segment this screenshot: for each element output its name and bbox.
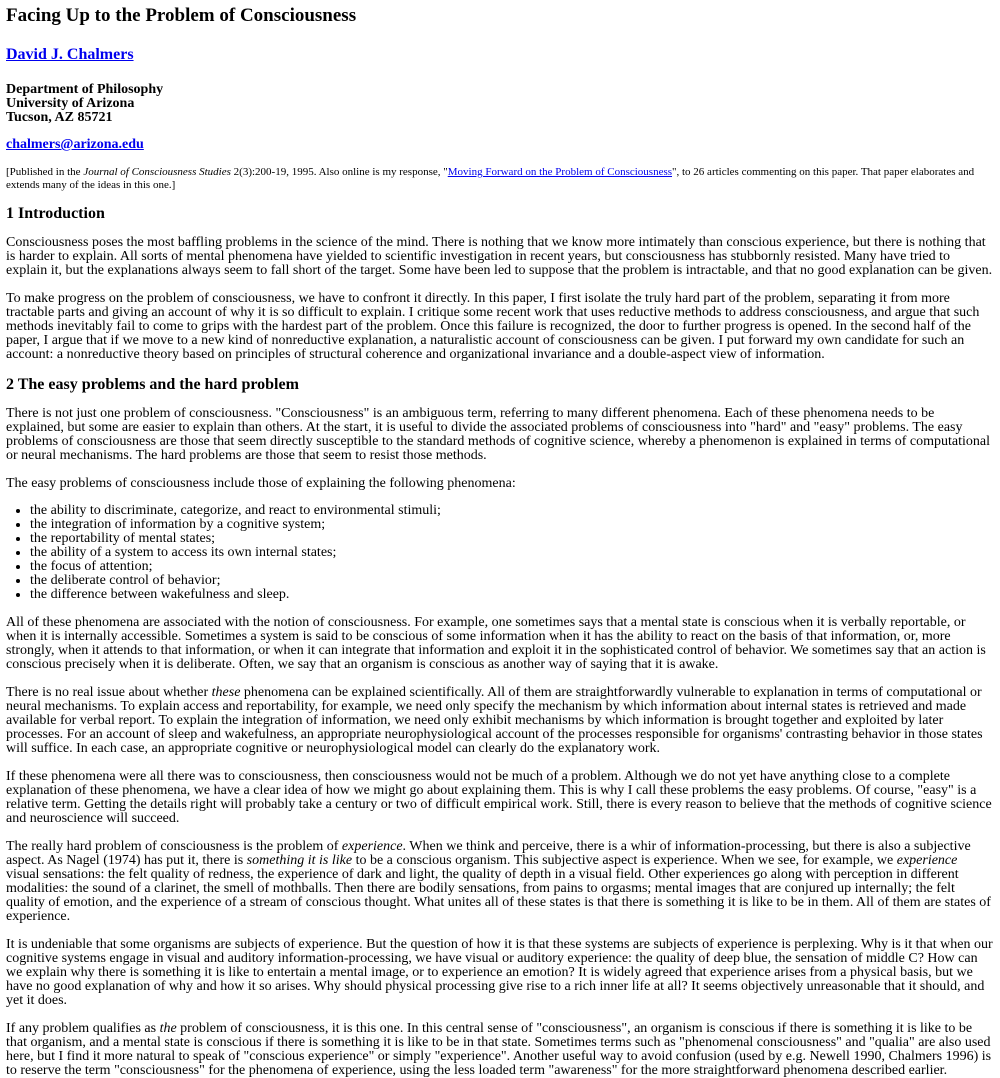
section-heading-easy-hard-problems: 2 The easy problems and the hard problem [6,376,299,393]
paragraph: There is not just one problem of consciousness. "Consciousness" is an ambiguous term, referring to many different phenomena. Each of these phenomena needs to be explained, but some are easier to explain than others. At the start, it is useful to divide the associated problems of consciousness into "hard" and "easy" problems. The easy problems of consciousness are those that seem directly susceptible to the standard methods of cognitive science, whereby a phenomenon is explained in terms of computational or neural mechanisms. The hard problems are those that seem to resist those methods. [6,406,991,463]
paragraph [6,1022,994,1078]
list-item: • the ability of a system to access its own internal states; [30,546,994,560]
paragraph [6,686,994,756]
list-item: • the deliberate control of behavior; [30,574,994,588]
response-article-link[interactable]: Moving Forward on the Problem of Consciousness [447,166,673,178]
pubnote-post: ", to 26 articles commenting on this paper. That paper elaborates and extends many of the ideas in this one.] [6,166,975,191]
address-line-department: Department of Philosophy [6,82,164,97]
email-line [6,138,994,152]
paragraph: All of these phenomena are associated with the notion of consciousness. For example, one sometimes says that a mental state is conscious when it is verbally reportable, or when it is internally accessible. Sometimes a system is said to be conscious of some information when it has the ability to react on the basis of that information, or, more strongly, when it attends to that information, or when it can integrate that information and exploit it in the sophisticated control of behavior. We sometimes say that an action is conscious precisely when it is deliberate. Often, we say that an organism is conscious as another way of saying that it is awake. [6,615,986,672]
pubnote-mid: 2(3):200-19, 1995. Also online is my response, " [230,166,448,178]
paragraph: If these phenomena were all there was to consciousness, then consciousness would not be much of a problem. Although we do not yet have anything close to a complete explanation of these phenomena, we have a clear idea of how we might go about explaining them. This is why I call these problems the easy problems. Of course, "easy" is a relative term. Getting the details right will probably take a century or two of difficult empirical work. Still, there is every reason to believe that the methods of cognitive science and neuroscience will succeed. [6,769,992,826]
email-link[interactable]: chalmers@arizona.edu [6,137,144,152]
paragraph-text: . When we think and perceive, there is a whir of information-processing, but there is also a subjective aspect. As Nagel (1974) has put it, there is [6,839,971,868]
list-item: • the difference between wakefulness and sleep. [30,588,994,602]
author-link[interactable]: David J. Chalmers [6,46,134,63]
paragraph-text: phenomena can be explained scientifically. All of them are straightforwardly vulnerable to explanation in terms of computational or neural mechanisms. To explain access and reportability, for example, we need only specify the mechanism by which information about internal states is retrieved and made available for verbal report. To explain the integration of information, we need only exhibit mechanisms by which information is brought together and exploited by later processes. For an account of sleep and wakefulness, an appropriate neurophysiological account of the processes responsible for organisms' contrasting behavior in those states will suffice. In each case, an appropriate cognitive or neurophysiological model can clearly do the explanatory work. [6,685,983,756]
author-address [6,83,994,125]
paragraph-text: If any problem qualifies as [6,1021,160,1036]
list-item: • the reportability of mental states; [30,532,994,546]
paragraph-text: visual sensations: the felt quality of redness, the experience of dark and light, the quality of depth in a visual field. Other experiences go along with perception in different modalities: the sound of a clarinet, the smell of mothballs. Then there are bodily sensations, from pains to orgasms; mental images that are conjured up internally; the felt quality of emotion, and the experience of a stream of conscious thought. What unites all of these states is that there is something it is like to be in them. All of them are states of experience. [6,867,991,924]
page-title: Facing Up to the Problem of Consciousness [6,5,357,26]
emphasis: the [159,1021,177,1036]
paragraph: It is undeniable that some organisms are subjects of experience. But the question of how it is that these systems are subjects of experience is perplexing. Why is it that when our cognitive systems engage in visual and auditory information-processing, we have visual or auditory experience: the quality of deep blue, the sensation of middle C? How can we explain why there is something it is like to entertain a mental image, or to experience an emotion? It is widely agreed that experience arises from a physical basis, but we have no good explanation of why and how it so arises. Why should physical processing give rise to a rich inner life at all? It seems objectively unreasonable that it should, and yet it does. [6,937,993,1008]
list-item: • the integration of information by a cognitive system; [30,518,994,532]
paragraph-text: problem of consciousness, it is this one. In this central sense of "consciousness", an organism is conscious if there is something it is like to be that organism, and a mental state is conscious if there is something it is like to be in that state. Sometimes terms such as "phenomenal consciousness" and "qualia" are also used here, but I find it more natural to speak of "conscious experience" or simply "experience". Another useful way to avoid confusion (used by e.g. Newell 1990, Chalmers 1996) is to reserve the term "consciousness" for the phenomena of experience, using the less loaded term "awareness" for the more straightforward phenomena described earlier. [6,1021,992,1078]
document-page [0,5,1000,1078]
emphasis: these [211,685,241,700]
author-heading [6,46,994,64]
paragraph: Consciousness poses the most baffling problems in the science of the mind. There is nothing that we know more intimately than conscious experience, but there is nothing that is harder to explain. All sorts of mental phenomena have yielded to scientific investigation in recent years, but consciousness has stubbornly resisted. Many have tried to explain it, but the explanations always seem to fall short of the target. Some have been led to suppose that the problem is intractable, and that no good explanation can be given. [6,235,993,278]
paragraph-text: The really hard problem of consciousness is the problem of [6,839,342,854]
emphasis: experience [896,853,958,868]
address-line-city: Tucson, AZ 85721 [6,110,113,125]
list-item: • the focus of attention; [30,560,994,574]
section-heading-introduction: 1 Introduction [6,205,105,222]
paragraph: To make progress on the problem of consciousness, we have to confront it directly. In this paper, I first isolate the truly hard part of the problem, separating it from more tractable parts and giving an account of why it is so difficult to explain. I critique some recent work that uses reductive methods to address consciousness, and argue that such methods inevitably fail to come to grips with the hardest part of the problem. Once this failure is recognized, the door to further progress is opened. In the second half of the paper, I argue that if we move to a new kind of nonreductive explanation, a naturalistic account of consciousness can be given. I put forward my own candidate for such an account: a nonreductive theory based on principles of structural coherence and organizational invariance and a double-aspect view of information. [6,291,980,362]
pubnote-journal: Journal of Consciousness Studies [83,166,231,178]
paragraph: The easy problems of consciousness include those of explaining the following phenomena: [6,476,516,491]
emphasis: something it is like [246,853,353,868]
address-line-university: University of Arizona [6,96,135,111]
emphasis: experience [341,839,403,854]
list-item: • the ability to discriminate, categorize, and react to environmental stimuli; [30,504,994,518]
easy-problems-list [6,504,994,602]
pubnote-pre: [Published in the [6,166,84,178]
paragraph-text: There is no real issue about whether [6,685,212,700]
paragraph-text: to be a conscious organism. This subjective aspect is experience. When we see, for example, we [352,853,897,868]
paragraph [6,840,994,924]
publication-note [6,166,994,191]
